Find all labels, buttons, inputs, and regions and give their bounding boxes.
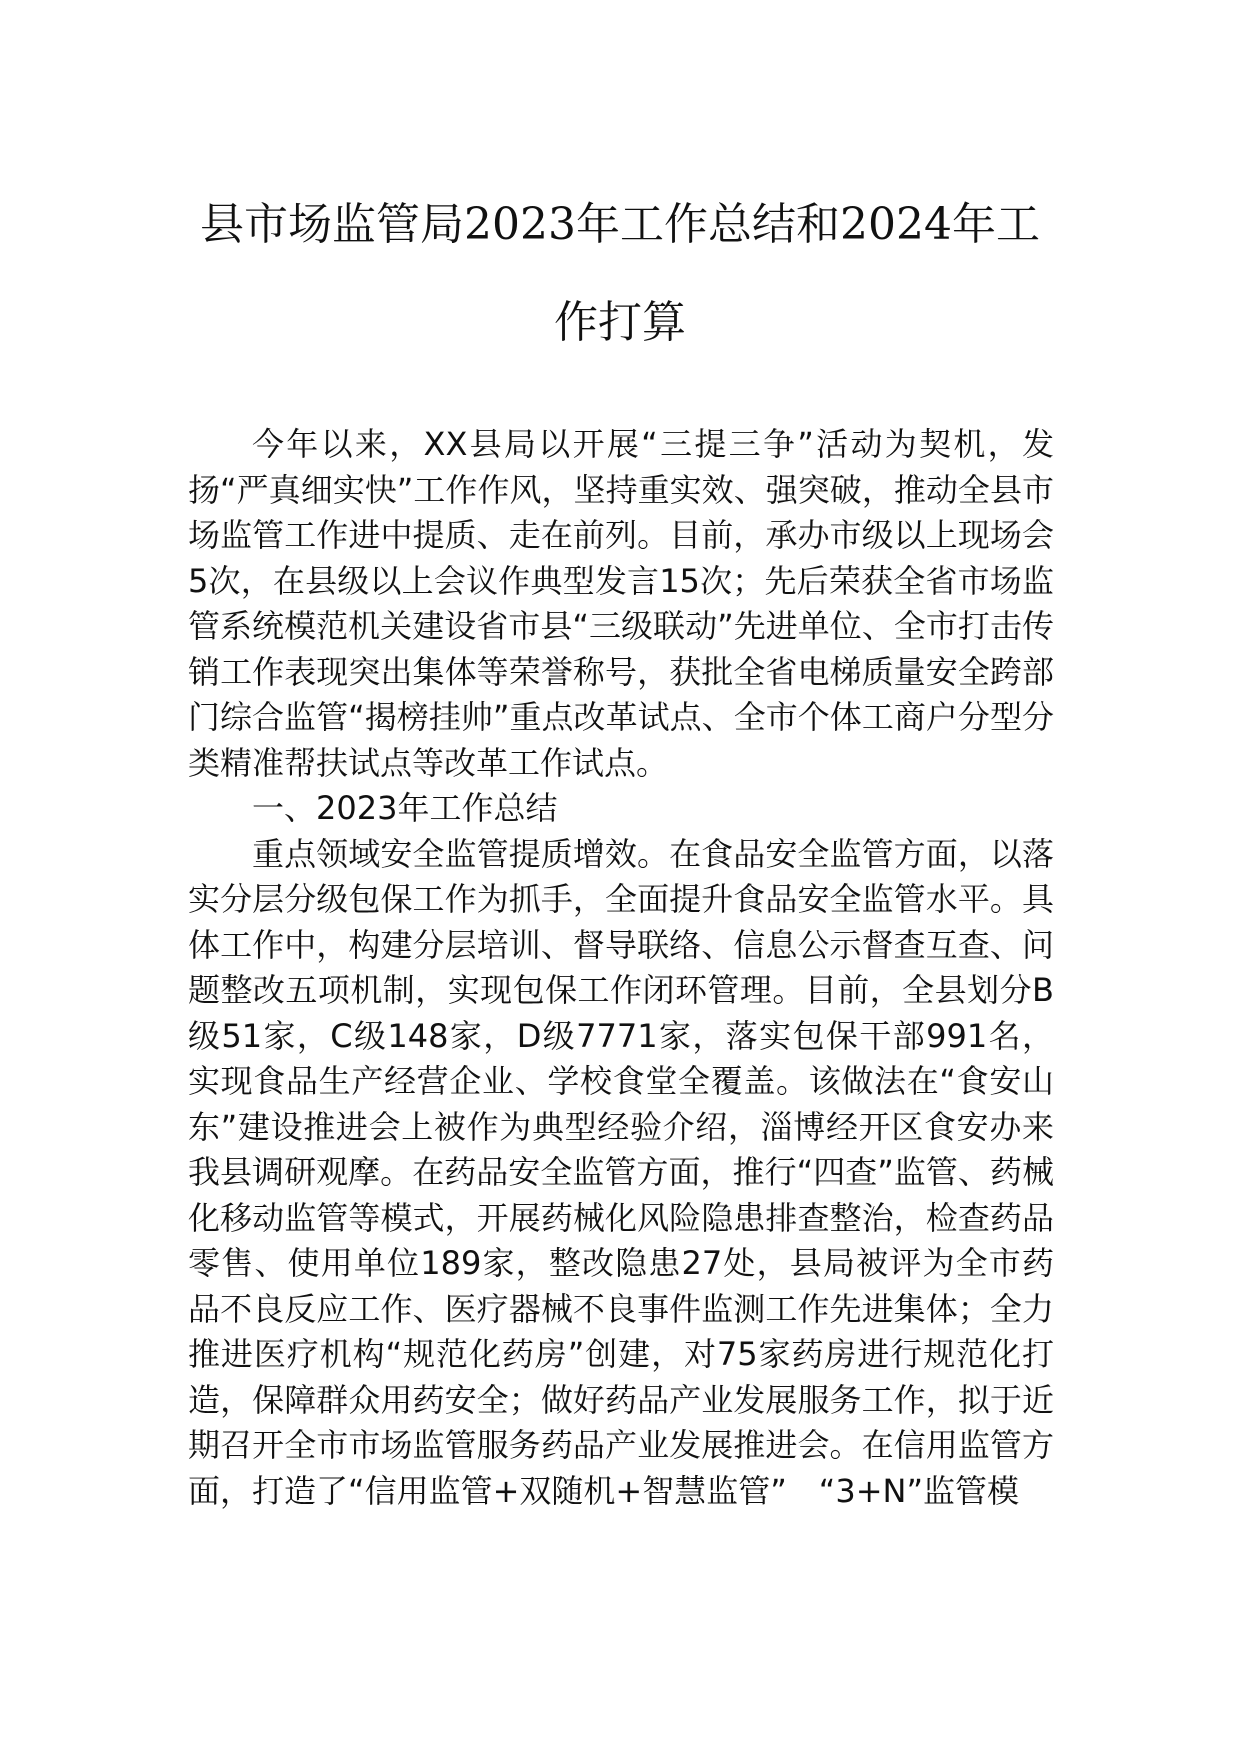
document-title [160, 176, 1080, 372]
document-body [188, 422, 1054, 1514]
document-title-line-2: 作打算 [554, 297, 686, 348]
document-title-line-1: 县市场监管局2023年工作总结和2024年工 [200, 199, 1040, 250]
intro-paragraph: 今年以来，XX县局以开展“三提三争”活动为契机，发扬“严真细实快”工作作风，坚持重实效、强突破，推动全县市场监管工作进中提质、走在前列。目前，承办市级以上现场会5次，在县级以上会议作典型发言15次；先后荣获全省市场监管系统模范机关建设省市县“三级联动”先进单位、全市打击传销工作表现突出集体等荣誉称号，获批全省电梯质量安全跨部门综合监管“揭榜挂帅”重点改革试点、全市个体工商户分型分类精准帮扶试点等改革工作试点。 [188, 425, 1054, 782]
section-paragraph: 重点领域安全监管提质增效。在食品安全监管方面，以落实分层分级包保工作为抓手，全面提升食品安全监管水平。具体工作中，构建分层培训、督导联络、信息公示督查互查、问题整改五项机制，实现包保工作闭环管理。目前，全县划分B级51家，C级148家，D级7771家，落实包保干部991名，实现食品生产经营企业、学校食堂全覆盖。该做法在“食安山东”建设推进会上被作为典型经验介绍，淄博经开区食安办来我县调研观摩。在药品安全监管方面，推行“四查”监管、药械化移动监管等模式，开展药械化风险隐患排查整治，检查药品零售、使用单位189家，整改隐患27处，县局被评为全市药品不良反应工作、医疗器械不良事件监测工作先进集体；全力推进医疗机构“规范化药房”创建，对75家药房进行规范化打造，保障群众用药安全；做好药品产业发展服务工作，拟于近期召开全市市场监管服务药品产业发展推进会。在信用监管方面，打造了“信用监管+双随机+智慧监管” “3+N”监管模 [188, 834, 1054, 1510]
section-heading: 一、2023年工作总结 [252, 789, 558, 827]
